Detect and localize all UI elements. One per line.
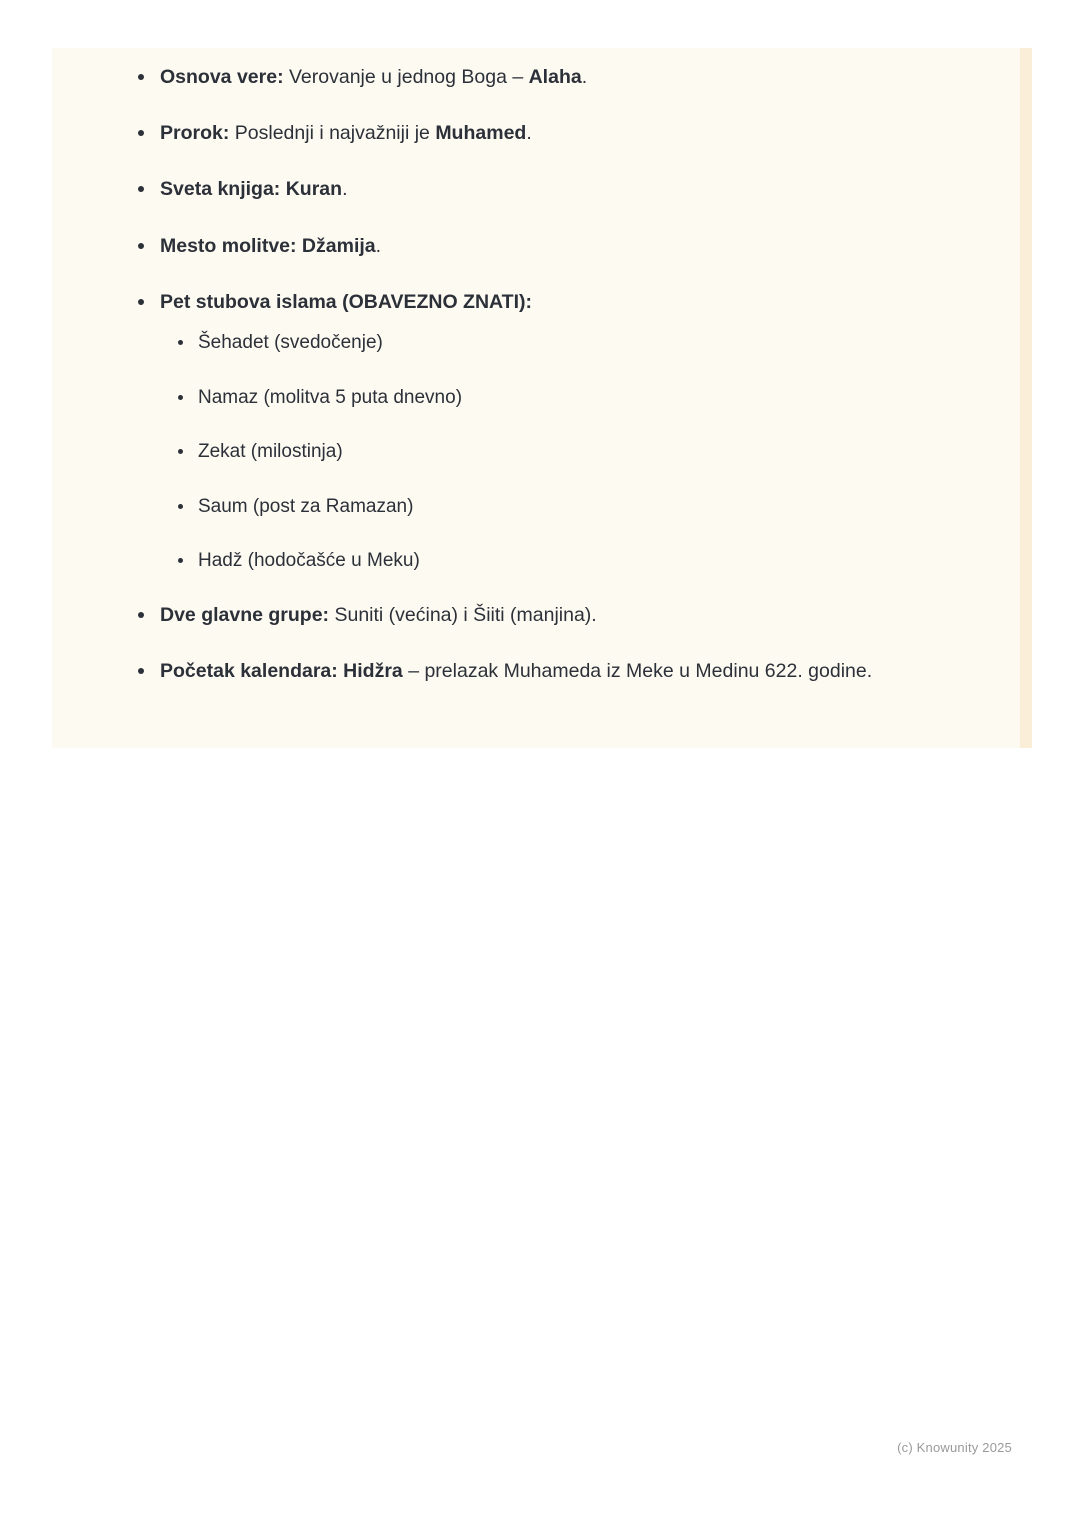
list-item-text: – prelazak Muhameda iz Meke u Medinu 622. godine. <box>402 659 873 682</box>
list-item-emphasis: Alaha <box>528 66 582 88</box>
list-item-osnova-vere <box>112 62 960 92</box>
list-item-pet-stubova <box>112 287 960 576</box>
list-item-label: Početak kalendara: Hidžra <box>160 659 403 682</box>
list-item-dve-glavne-grupe <box>112 600 960 630</box>
watermark: (c) Knowunity 2025 <box>897 1440 1012 1455</box>
list-item-text: Poslednji i najvažniji je <box>229 122 436 145</box>
list-item-tail: . <box>375 234 382 257</box>
list-item-tail: . <box>342 178 348 201</box>
list-item: Hadž (hodočašće u Meku) <box>160 547 960 576</box>
list-item-label: Sveta knjiga: Kuran <box>160 178 343 201</box>
list-item-tail: . <box>581 66 588 88</box>
list-item-label: Mesto molitve: Džamija <box>160 234 376 257</box>
list-item-label: Osnova vere: <box>160 66 284 88</box>
list-item: Namaz (molitva 5 puta dnevno) <box>160 384 960 413</box>
list-item-label: Prorok: <box>160 122 230 145</box>
list-item-emphasis: Muhamed <box>435 122 527 145</box>
list-item: Šehadet (svedočenje) <box>160 329 960 358</box>
list-item-mesto-molitve <box>112 231 960 261</box>
list-item: Zekat (milostinja) <box>160 438 960 467</box>
list-item-pocetak-kalendara <box>112 656 960 686</box>
list-item: Saum (post za Ramazan) <box>160 493 960 522</box>
list-item-text: Suniti (većina) i Šiiti (manjina). <box>329 603 597 626</box>
list-item-prorok <box>112 118 960 148</box>
list-item-label: Dve glavne grupe: <box>160 603 330 626</box>
note-body <box>52 56 1020 686</box>
list-item-label: Pet stubova islama (OBAVEZNO ZNATI): <box>160 290 532 313</box>
sublist-pet-stubova <box>160 329 960 576</box>
list-item-sveta-knjiga <box>112 174 960 204</box>
list-item-tail: . <box>526 122 532 145</box>
note-card <box>52 48 1032 748</box>
notes-list <box>112 62 960 686</box>
list-item-text: Verovanje u jednog Boga – <box>283 66 529 88</box>
